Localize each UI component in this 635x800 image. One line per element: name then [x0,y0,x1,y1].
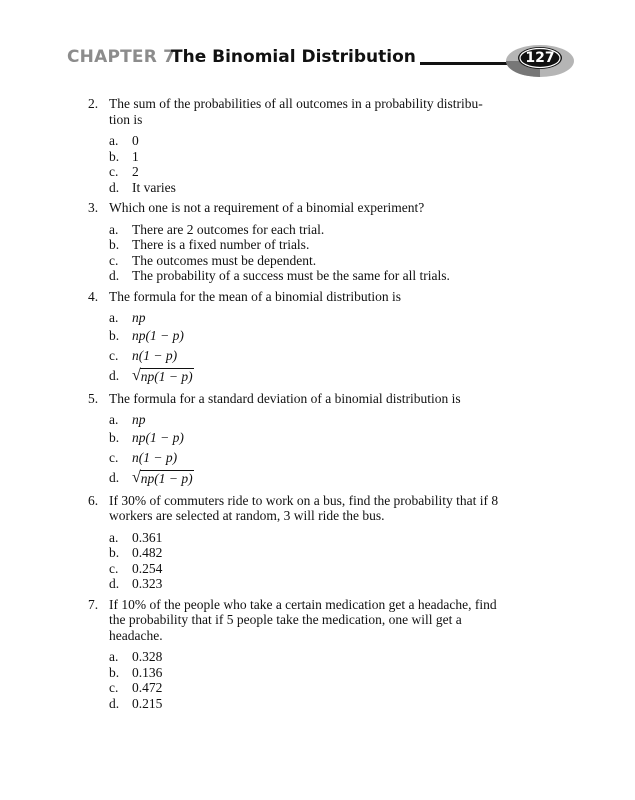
option-text: 0.254 [132,560,163,576]
formula: np [132,412,146,427]
option-letter: b. [109,429,120,445]
option-text: 1 [132,148,139,164]
option-letter: d. [109,367,120,383]
option-letter: a. [109,529,119,545]
question-7 [88,597,508,712]
option-a [109,530,508,546]
option-letter: d. [109,268,120,283]
option-letter: c. [109,449,119,465]
option-text: 0.472 [132,680,163,695]
option-d [109,468,508,488]
question-text: If 10% of the people who take a certain medication get a headache, find the probability that if 5 people take the medication, one will get a headache. [109,596,497,643]
question-number: 5. [88,390,99,406]
chapter-label: CHAPTER 7 [67,47,176,67]
option-letter: a. [109,221,119,237]
option-text: 0.323 [132,576,163,591]
question-6 [88,493,508,592]
radical-sign: √ [132,366,141,384]
option-c [109,164,508,180]
question-2 [88,96,508,195]
option-b [109,149,508,165]
option-text: The probability of a success must be the same for all trials. [132,268,450,283]
option-letter: c. [109,560,119,576]
option-text: 0.136 [132,664,163,680]
option-text: 0 [132,133,139,148]
option-text: 0.361 [132,529,163,545]
option-letter: b. [109,237,120,252]
question-text: Which one is not a requirement of a binomial experiment? [109,200,425,215]
option-letter: a. [109,649,119,664]
option-c [109,346,508,366]
question-3 [88,200,508,284]
option-b [109,665,508,681]
page-number: 127 [525,50,555,66]
option-text: It varies [132,179,176,195]
question-text: The sum of the probabilities of all outcomes in a probability distribu- tion is [109,96,483,127]
option-letter: b. [109,327,120,343]
option-letter: d. [109,695,120,711]
question-4 [88,289,508,386]
option-d [109,366,508,386]
option-letter: d. [109,469,120,485]
square-root [132,470,194,486]
option-c [109,448,508,468]
radical-sign: √ [132,468,141,486]
option-letter: a. [109,412,119,427]
question-number: 3. [88,200,99,215]
question-number: 2. [88,96,99,111]
formula: n(1 − p) [132,449,178,465]
option-text: The outcomes must be dependent. [132,252,317,268]
option-a [109,133,508,149]
option-a [109,649,508,665]
option-text: 2 [132,164,139,179]
option-letter: d. [109,576,120,591]
answer-options [109,222,508,284]
option-b [109,545,508,561]
formula: n(1 − p) [132,347,178,363]
option-text: There are 2 outcomes for each trial. [132,221,325,237]
answer-options [109,649,508,711]
page-header [67,44,577,76]
option-d [109,268,508,284]
formula: np(1 − p) [140,368,193,384]
option-letter: b. [109,664,120,680]
option-letter: b. [109,148,120,164]
answer-options [109,412,508,488]
option-b [109,428,508,448]
question-text: The formula for the mean of a binomial distribution is [109,288,402,304]
option-b [109,237,508,253]
option-d [109,576,508,592]
option-letter: c. [109,252,119,268]
option-letter: c. [109,164,119,179]
option-letter: c. [109,680,119,695]
question-list [88,96,508,716]
option-c [109,253,508,269]
option-text: 0.215 [132,695,163,711]
option-text: 0.482 [132,545,163,560]
option-letter: a. [109,310,119,325]
question-number: 7. [88,596,99,612]
option-d [109,180,508,196]
formula: np [132,310,146,325]
square-root [132,368,194,384]
formula: np(1 − p) [140,470,193,486]
option-a [109,310,508,326]
question-text: The formula for a standard deviation of a binomial distribution is [109,390,461,406]
option-c [109,561,508,577]
option-a [109,222,508,238]
page-number-badge [505,44,575,78]
answer-options [109,133,508,195]
option-b [109,326,508,346]
formula: np(1 − p) [132,327,184,343]
formula: np(1 − p) [132,429,184,445]
option-text: There is a fixed number of trials. [132,237,310,252]
answer-options [109,310,508,386]
answer-options [109,530,508,592]
option-letter: a. [109,133,119,148]
option-text: 0.328 [132,649,163,664]
option-letter: b. [109,545,120,560]
option-letter: d. [109,179,120,195]
chapter-title: The Binomial Distribution [171,47,416,67]
question-5 [88,391,508,488]
option-letter: c. [109,347,119,363]
question-number: 6. [88,492,99,508]
option-c [109,680,508,696]
option-d [109,696,508,712]
option-a [109,412,508,428]
question-text: If 30% of commuters ride to work on a bus, find the probability that if 8 workers are selected at random, 3 will ride the bus. [109,492,499,523]
question-number: 4. [88,288,99,304]
